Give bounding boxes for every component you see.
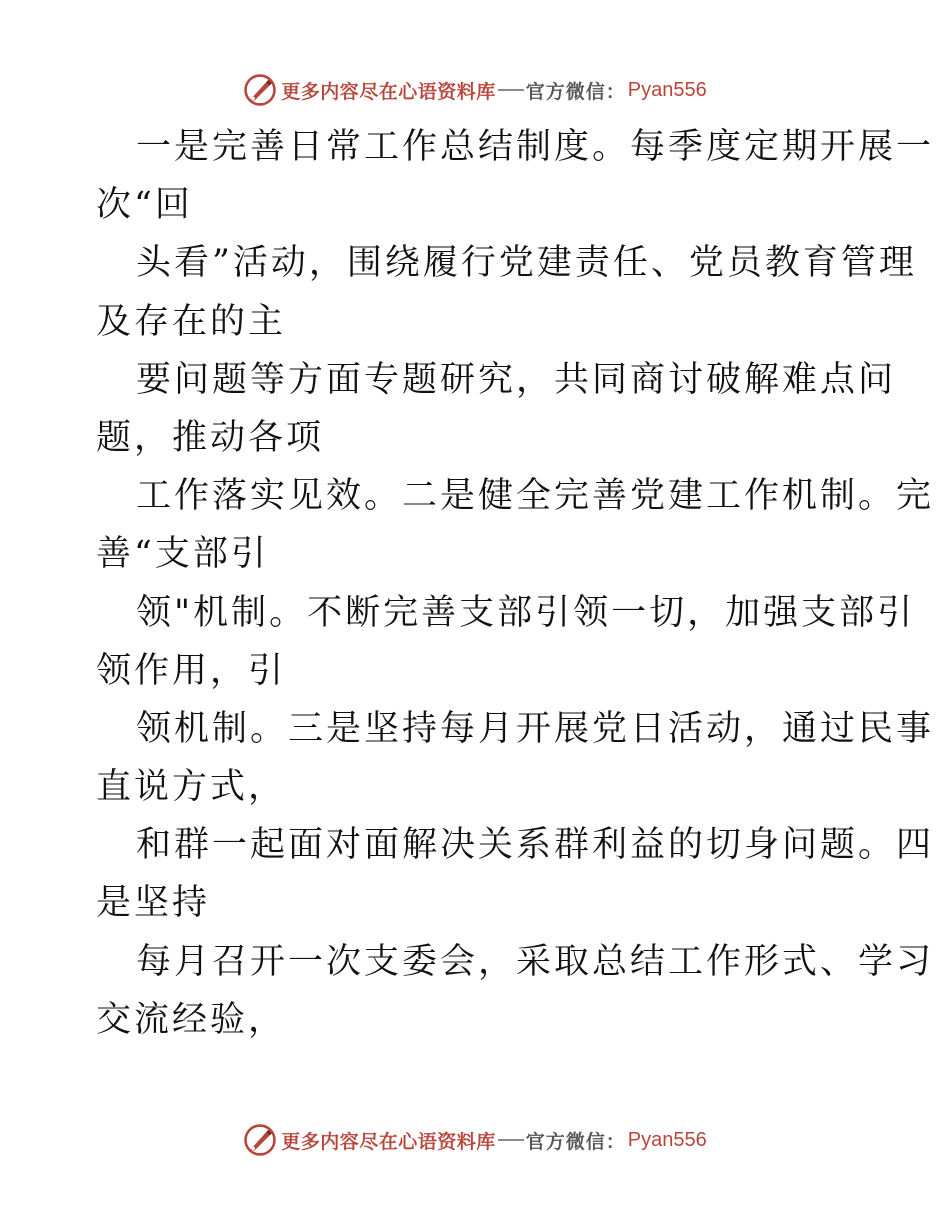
- body-line: 头看”活动，围绕履行党建责任、党员教育管理: [136, 243, 917, 284]
- body-line: 是坚持: [96, 883, 211, 924]
- header-watermark: [0, 70, 950, 110]
- body-line: 和群一起面对面解决关系群利益的切身问题。四: [136, 825, 935, 866]
- body-line: 善“支部引: [96, 534, 269, 575]
- body-line: 次“回: [96, 185, 193, 226]
- body-line: 题，推动各项: [96, 417, 325, 458]
- pen-logo-icon: [243, 73, 277, 107]
- body-line: 要问题等方面专题研究，共同商讨破解难点问: [136, 359, 897, 400]
- watermark-brand-text: 更多内容尽在心语资料库: [281, 1130, 496, 1153]
- body-text: [96, 118, 935, 1049]
- body-line: 及存在的主: [96, 301, 287, 342]
- body-line: 直说方式，: [96, 767, 287, 808]
- body-line: 领机制。三是坚持每月开展党日活动，通过民事: [136, 708, 935, 749]
- watermark-label: 官方微信：: [525, 1130, 626, 1153]
- pen-logo-icon: [243, 1123, 277, 1157]
- watermark-wechat-id: Pyan556: [627, 1128, 707, 1151]
- watermark-label: 官方微信：: [525, 80, 626, 103]
- watermark-wechat-id: Pyan556: [627, 78, 707, 101]
- watermark-separator: [498, 1139, 524, 1141]
- body-line: 交流经验，: [96, 999, 287, 1040]
- body-line: 领作用，引: [96, 650, 287, 691]
- body-line: 一是完善日常工作总结制度。每季度定期开展一: [136, 127, 935, 167]
- footer-watermark: [0, 1120, 950, 1160]
- body-line: 工作落实见效。二是健全完善党建工作机制。完: [136, 476, 935, 517]
- watermark-brand-text: 更多内容尽在心语资料库: [281, 80, 496, 103]
- body-line: 领"机制。不断完善支部引领一切，加强支部引: [136, 592, 916, 633]
- body-line: 每月召开一次支委会，采取总结工作形式、学习: [136, 941, 935, 982]
- watermark-separator: [498, 89, 524, 91]
